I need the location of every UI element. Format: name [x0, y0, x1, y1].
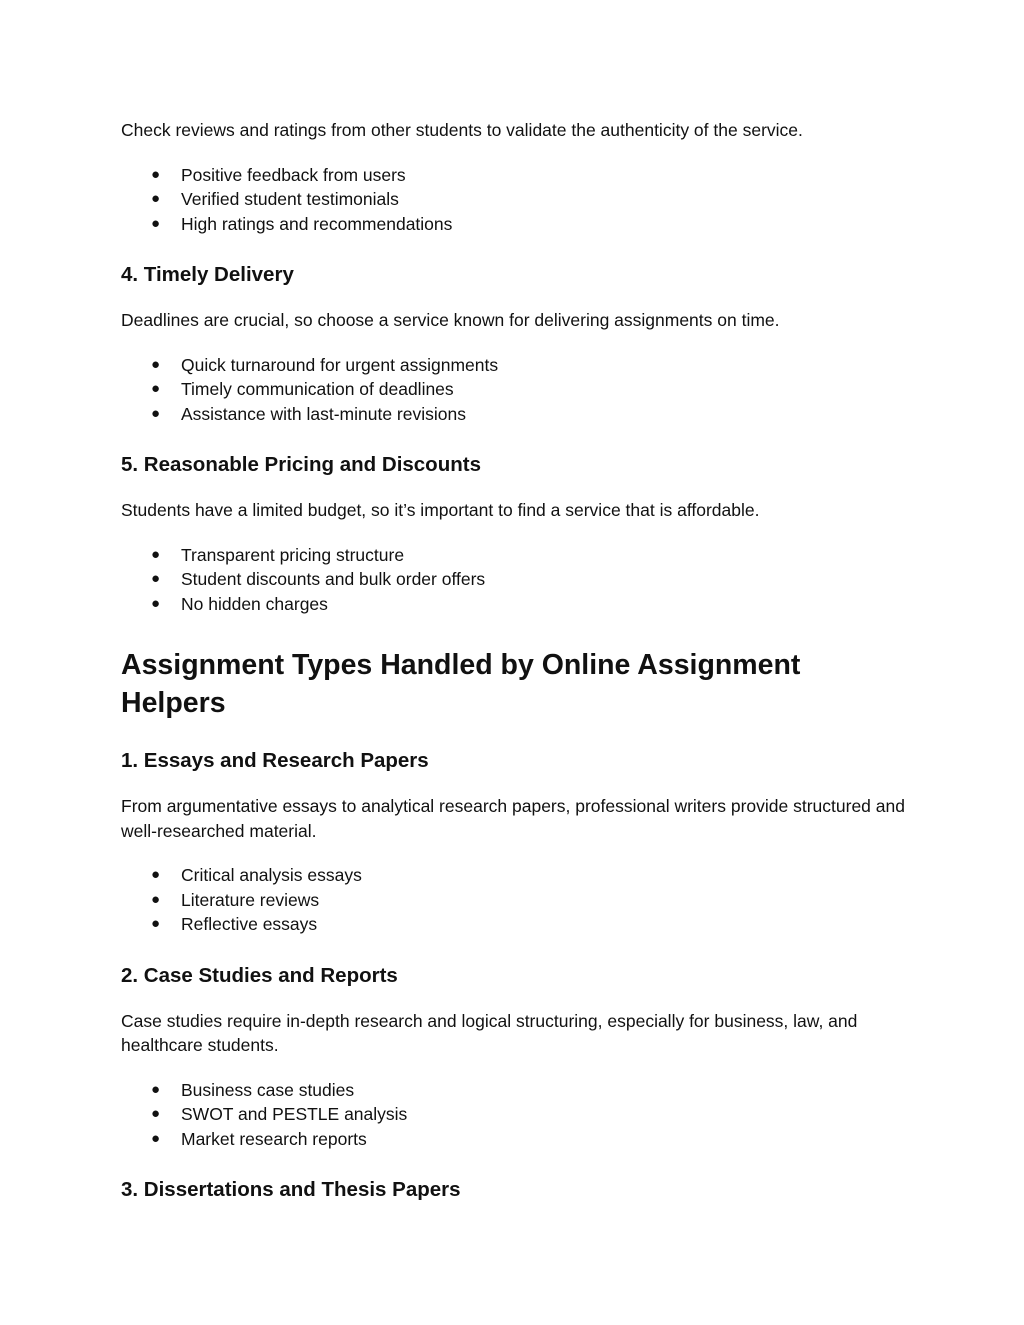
list-item: ● Timely communication of deadlines [121, 377, 911, 402]
pricing-bullet-list [121, 543, 911, 617]
list-item: ● Market research reports [121, 1127, 911, 1152]
list-item: ● Student discounts and bulk order offers [121, 567, 911, 592]
bullet-icon: ● [151, 545, 161, 563]
heading-timely-delivery: 4. Timely Delivery [121, 263, 294, 286]
list-item: ● Quick turnaround for urgent assignments [121, 353, 911, 378]
timely-delivery-bullet-list [121, 353, 911, 427]
list-item: ● SWOT and PESTLE analysis [121, 1102, 911, 1127]
timely-delivery-intro-text: Deadlines are crucial, so choose a service known for delivering assignments on time. [121, 310, 780, 330]
bullet-icon: ● [151, 866, 161, 883]
list-item: ● High ratings and recommendations [121, 212, 911, 237]
bullet-icon: ● [151, 1129, 161, 1147]
list-item: ● Critical analysis essays [121, 863, 911, 888]
bullet-icon: ● [151, 404, 161, 422]
heading-dissertations-thesis: 3. Dissertations and Thesis Papers [121, 1178, 461, 1201]
heading-essays-research-papers: 1. Essays and Research Papers [121, 749, 429, 772]
bullet-icon: ● [151, 355, 161, 373]
list-item: ● Transparent pricing structure [121, 543, 911, 568]
bullet-icon: ● [151, 214, 161, 232]
bullet-icon: ● [151, 165, 161, 183]
list-item: ● Literature reviews [121, 888, 911, 913]
list-item: ● No hidden charges [121, 592, 911, 617]
case-studies-bullet-list [121, 1078, 911, 1152]
reviews-bullet-list [121, 163, 911, 237]
bullet-icon: ● [151, 915, 161, 932]
essays-bullet-list [121, 863, 911, 937]
bullet-icon: ● [151, 570, 161, 587]
bullet-icon: ● [151, 380, 161, 397]
pricing-intro-text: Students have a limited budget, so it’s important to find a service that is affordable. [121, 500, 760, 520]
bullet-icon: ● [151, 1105, 161, 1122]
bullet-icon: ● [151, 1080, 161, 1098]
essays-intro-text: From argumentative essays to analytical research papers, professional writers provide structured and well-researched material. [121, 796, 905, 841]
list-item: ● Assistance with last-minute revisions [121, 402, 911, 427]
heading-reasonable-pricing: 5. Reasonable Pricing and Discounts [121, 453, 481, 476]
list-item: ● Verified student testimonials [121, 187, 911, 212]
case-studies-intro-text: Case studies require in-depth research and logical structuring, especially for business, law, and healthcare students. [121, 1010, 858, 1055]
section-title-assignment-types: Assignment Types Handled by Online Assignment Helpers [121, 649, 801, 719]
reviews-intro-text: Check reviews and ratings from other students to validate the authenticity of the service. [121, 120, 803, 140]
heading-case-studies-reports: 2. Case Studies and Reports [121, 963, 398, 987]
bullet-icon: ● [151, 190, 161, 207]
bullet-icon: ● [151, 890, 161, 908]
list-item: ● Reflective essays [121, 912, 911, 937]
list-item: ● Positive feedback from users [121, 163, 911, 188]
list-item: ● Business case studies [121, 1078, 911, 1103]
document-page [121, 118, 911, 1205]
bullet-icon: ● [151, 594, 161, 612]
